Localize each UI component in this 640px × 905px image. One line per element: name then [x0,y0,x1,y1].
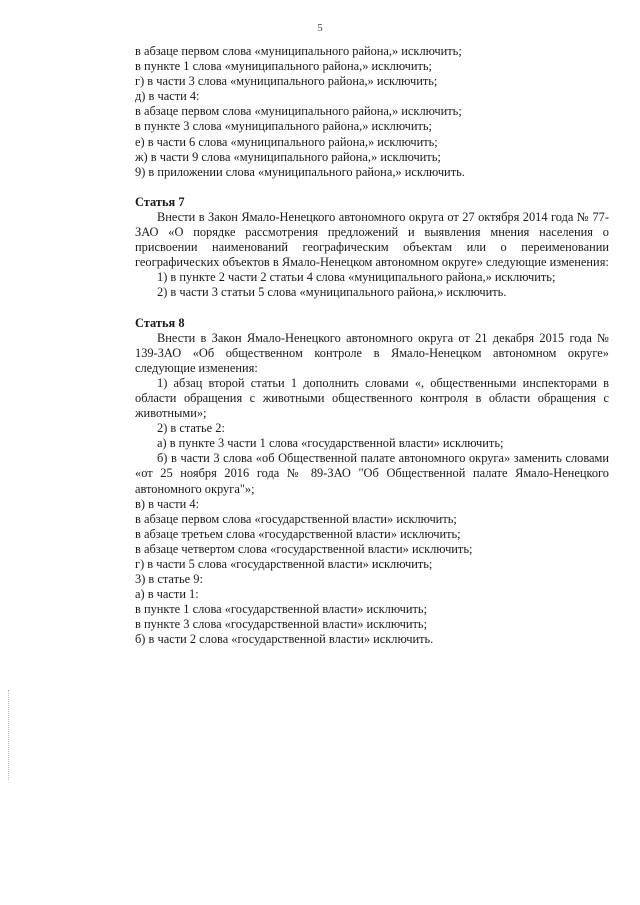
article-intro: Внести в Закон Ямало-Ненецкого автономного округа от 21 декабря 2015 года № 139-ЗАО «Об общественном контроле в Ямало-Ненецком автономном округе» следующие изменения: [135,330,609,375]
list-item: 2) в части 3 статьи 5 слова «муниципального района,» исключить. [157,285,507,300]
article-8 [135,316,609,648]
list-item: а) в пункте 3 части 1 слова «государственной власти» исключить; [157,436,504,451]
list-item: 9) в приложении слова «муниципального района,» исключить. [135,164,465,179]
list-item: б) в части 3 слова «об Общественной палате автономного округа» заменить словами «от 25 ноября 2016 года № 89-ЗАО "Об Общественной палате Ямало-Ненецкого автономного округа"»; [135,451,609,496]
list-item: 1) в пункте 2 части 2 статьи 4 слова «муниципального района,» исключить; [157,270,556,285]
article-heading: Статья 7 [135,194,185,209]
article-7 [135,195,609,301]
list-item: в абзаце первом слова «муниципального района,» исключить; [135,104,462,119]
list-item: 2) в статье 2: [157,421,225,436]
list-item: г) в части 3 слова «муниципального района,» исключить; [135,74,438,89]
document-body [135,44,609,648]
list-item: в абзаце третьем слова «государственной власти» исключить; [135,526,461,541]
list-item: д) в части 4: [135,89,200,104]
list-item: е) в части 6 слова «муниципального района,» исключить; [135,134,438,149]
article-heading: Статья 8 [135,315,185,330]
list-item: в абзаце первом слова «муниципального района,» исключить; [135,44,462,58]
list-item: в абзаце четвертом слова «государственной власти» исключить; [135,541,473,556]
amendments-continued [135,44,609,180]
list-item: в пункте 1 слова «государственной власти» исключить; [135,602,428,617]
scan-margin-marks [8,690,11,780]
list-item: ж) в части 9 слова «муниципального района,» исключить; [135,149,441,164]
list-item: в пункте 3 слова «государственной власти» исключить; [135,617,428,632]
list-item: в абзаце первом слова «государственной власти» исключить; [135,511,457,526]
list-item: 3) в статье 9: [135,572,203,587]
list-item: б) в части 2 слова «государственной власти» исключить. [135,632,434,647]
list-item: в пункте 1 слова «муниципального района,» исключить; [135,59,432,74]
list-item: в) в части 4: [135,496,200,511]
list-item: в пункте 3 слова «муниципального района,» исключить; [135,119,432,134]
list-item: г) в части 5 слова «государственной власти» исключить; [135,557,433,571]
list-item: а) в части 1: [135,587,199,602]
list-item: 1) абзац второй статьи 1 дополнить словами «, общественными инспекторами в области обращения с животными общественного контроля в области обращения с животными»; [135,375,609,421]
article-intro: Внести в Закон Ямало-Ненецкого автономного округа от 27 октября 2014 года № 77-ЗАО «О порядке рассмотрения предложений и выявления мнения населения о присвоении наименований географическим объектам или о переименовании географических объектов в Ямало-Ненецком автономном округе» следующие изменения: [135,209,609,270]
page-number: 5 [317,22,323,34]
